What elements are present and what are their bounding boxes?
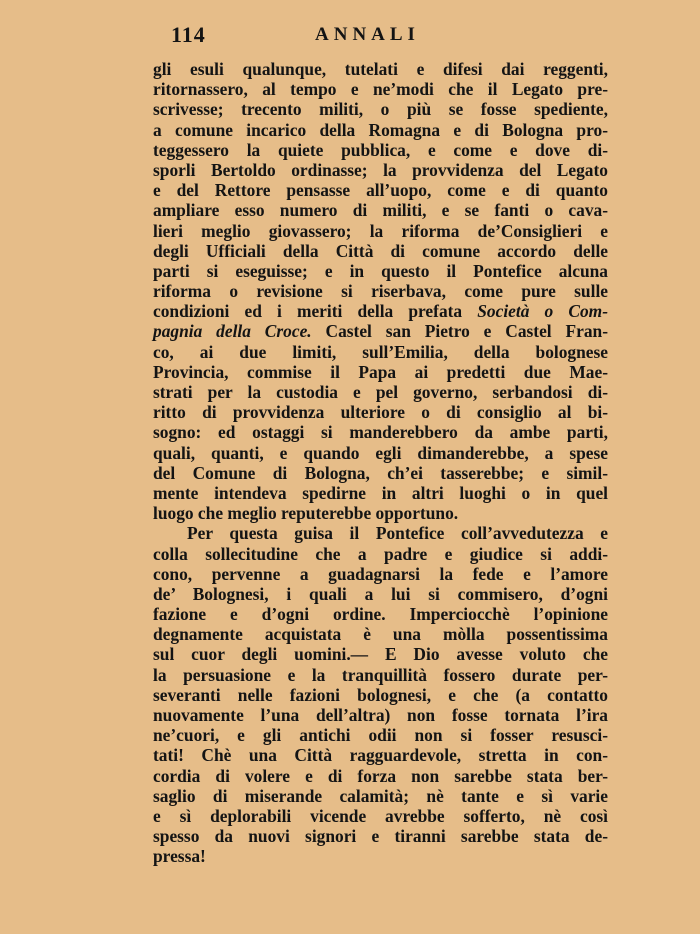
paragraph bbox=[153, 523, 608, 866]
text-line bbox=[153, 140, 608, 160]
text-line bbox=[153, 261, 608, 281]
text-run: quali, quanti, e quando egli dimanderebbe, a spese bbox=[153, 442, 608, 463]
text-run: ritornassero, al tempo e ne’modi che il Legato pre- bbox=[153, 79, 608, 100]
text-run: sogno: ed ostaggi si manderebbero da ambe parti, bbox=[153, 422, 608, 443]
text-run: severanti nelle fazioni bolognesi, e che (a contatto bbox=[153, 684, 608, 705]
text-run: riforma o revisione si riserbava, come pure sulle bbox=[153, 281, 608, 302]
text-line bbox=[153, 321, 608, 341]
text-line bbox=[153, 99, 608, 119]
text-line bbox=[153, 79, 608, 99]
body-text bbox=[153, 59, 608, 867]
text-line bbox=[153, 483, 608, 503]
text-run: degnamente acquistata è una mòlla possentissima bbox=[153, 624, 608, 645]
text-line bbox=[153, 806, 608, 826]
text-run: ritto di provvidenza ulteriore o di consiglio al bi- bbox=[153, 402, 608, 423]
text-run: teggessero la quiete pubblica, e come e dove di- bbox=[153, 139, 608, 160]
text-line bbox=[153, 463, 608, 483]
text-run: gli esuli qualunque, tutelati e difesi dai reggenti, bbox=[153, 59, 608, 79]
text-run: fazione e d’ogni ordine. Imperciocchè l’opinione bbox=[153, 604, 608, 625]
text-line bbox=[153, 120, 608, 140]
text-line bbox=[153, 544, 608, 564]
text-line bbox=[153, 564, 608, 584]
text-line bbox=[153, 402, 608, 422]
text-line bbox=[153, 200, 608, 220]
text-line bbox=[153, 503, 608, 523]
text-line bbox=[153, 301, 608, 321]
text-run: e del Rettore pensasse all’uopo, come e di quanto bbox=[153, 180, 608, 201]
text-run: degli Ufficiali della Città di comune accordo delle bbox=[153, 240, 608, 261]
text-run: saglio di miserande calamità; nè tante e sì varie bbox=[153, 785, 608, 806]
text-run: condizioni ed i meriti della prefata bbox=[153, 301, 478, 322]
text-line bbox=[153, 665, 608, 685]
text-run: mente intendeva spedirne in altri luoghi o in quel bbox=[153, 482, 608, 503]
text-line bbox=[153, 584, 608, 604]
text-line bbox=[153, 160, 608, 180]
text-line bbox=[153, 705, 608, 725]
text-line bbox=[153, 281, 608, 301]
text-run: sul cuor degli uomini.— E Dio avesse voluto che bbox=[153, 644, 608, 665]
text-run: a comune incarico della Romagna e di Bologna pro- bbox=[153, 119, 608, 140]
text-run: colla sollecitudine che a padre e giudice si addi- bbox=[153, 543, 608, 564]
text-run: tati! Chè una Città ragguardevole, stretta in con- bbox=[153, 745, 608, 766]
text-run: cono, pervenne a guadagnarsi la fede e l’amore bbox=[153, 563, 608, 584]
text-line bbox=[153, 786, 608, 806]
text-line bbox=[153, 241, 608, 261]
text-line bbox=[153, 725, 608, 745]
text-run: nuovamente l’una dell’altra) non fosse tornata l’ira bbox=[153, 705, 608, 725]
text-run: e sì deplorabili vicende avrebbe sofferto, nè così bbox=[153, 805, 608, 826]
text-run: sporli Bertoldo ordinasse; la provvidenza del Legato bbox=[153, 159, 608, 180]
text-run: cordia di volere e di forza non sarebbe stata ber- bbox=[153, 765, 608, 786]
text-run: la persuasione e la tranquillità fossero durate per- bbox=[153, 664, 608, 685]
text-run: parti si eseguisse; e in questo il Pontefice alcuna bbox=[153, 260, 608, 281]
text-run: de’ Bolognesi, i quali a lui si commisero, d’ogni bbox=[153, 583, 608, 604]
page-header bbox=[153, 22, 608, 52]
text-run: pressa! bbox=[153, 846, 206, 867]
text-run: luogo che meglio reputerebbe opportuno. bbox=[153, 503, 459, 524]
running-head: ANNALI bbox=[315, 24, 420, 45]
text-run: ne’cuori, e gli antichi odii non si fosser resusci- bbox=[153, 725, 608, 746]
text-line bbox=[153, 221, 608, 241]
paragraph bbox=[153, 59, 608, 523]
text-line bbox=[153, 422, 608, 442]
text-line bbox=[153, 382, 608, 402]
text-line bbox=[153, 362, 608, 382]
text-run: scrivesse; trecento militi, o più se fosse spediente, bbox=[153, 99, 608, 120]
text-line bbox=[153, 826, 608, 846]
text-line bbox=[153, 180, 608, 200]
text-line bbox=[153, 59, 608, 79]
text-run: Provincia, commise il Papa ai predetti due Mae- bbox=[153, 361, 608, 382]
text-line bbox=[153, 523, 608, 543]
text-run: spesso da nuovi signori e tiranni sarebbe stata de- bbox=[153, 826, 608, 847]
text-line bbox=[153, 745, 608, 765]
text-line bbox=[153, 443, 608, 463]
text-line bbox=[153, 766, 608, 786]
italic-text: Società o Com- bbox=[477, 301, 609, 322]
text-run: lieri meglio giovassero; la riforma de’Consiglieri e bbox=[153, 220, 608, 241]
text-line bbox=[153, 685, 608, 705]
text-run: strati per la custodia e pel governo, serbandosi di- bbox=[153, 382, 608, 402]
text-line bbox=[153, 624, 608, 644]
text-run: ampliare esso numero di militi, e se fanti o cava- bbox=[153, 200, 608, 221]
text-run: Castel san Pietro e Castel Fran- bbox=[311, 321, 608, 342]
italic-text: pagnia della Croce. bbox=[153, 321, 312, 342]
text-line bbox=[153, 342, 608, 362]
page-number: 114 bbox=[171, 22, 206, 47]
text-line bbox=[153, 604, 608, 624]
text-run: Per questa guisa il Pontefice coll’avvedutezza e bbox=[187, 523, 608, 544]
text-line bbox=[153, 644, 608, 664]
text-run: co, ai due limiti, sull’Emilia, della bolognese bbox=[153, 341, 608, 362]
text-run: del Comune di Bologna, ch’ei tasserebbe; e simil- bbox=[153, 462, 608, 483]
text-line bbox=[153, 846, 608, 866]
